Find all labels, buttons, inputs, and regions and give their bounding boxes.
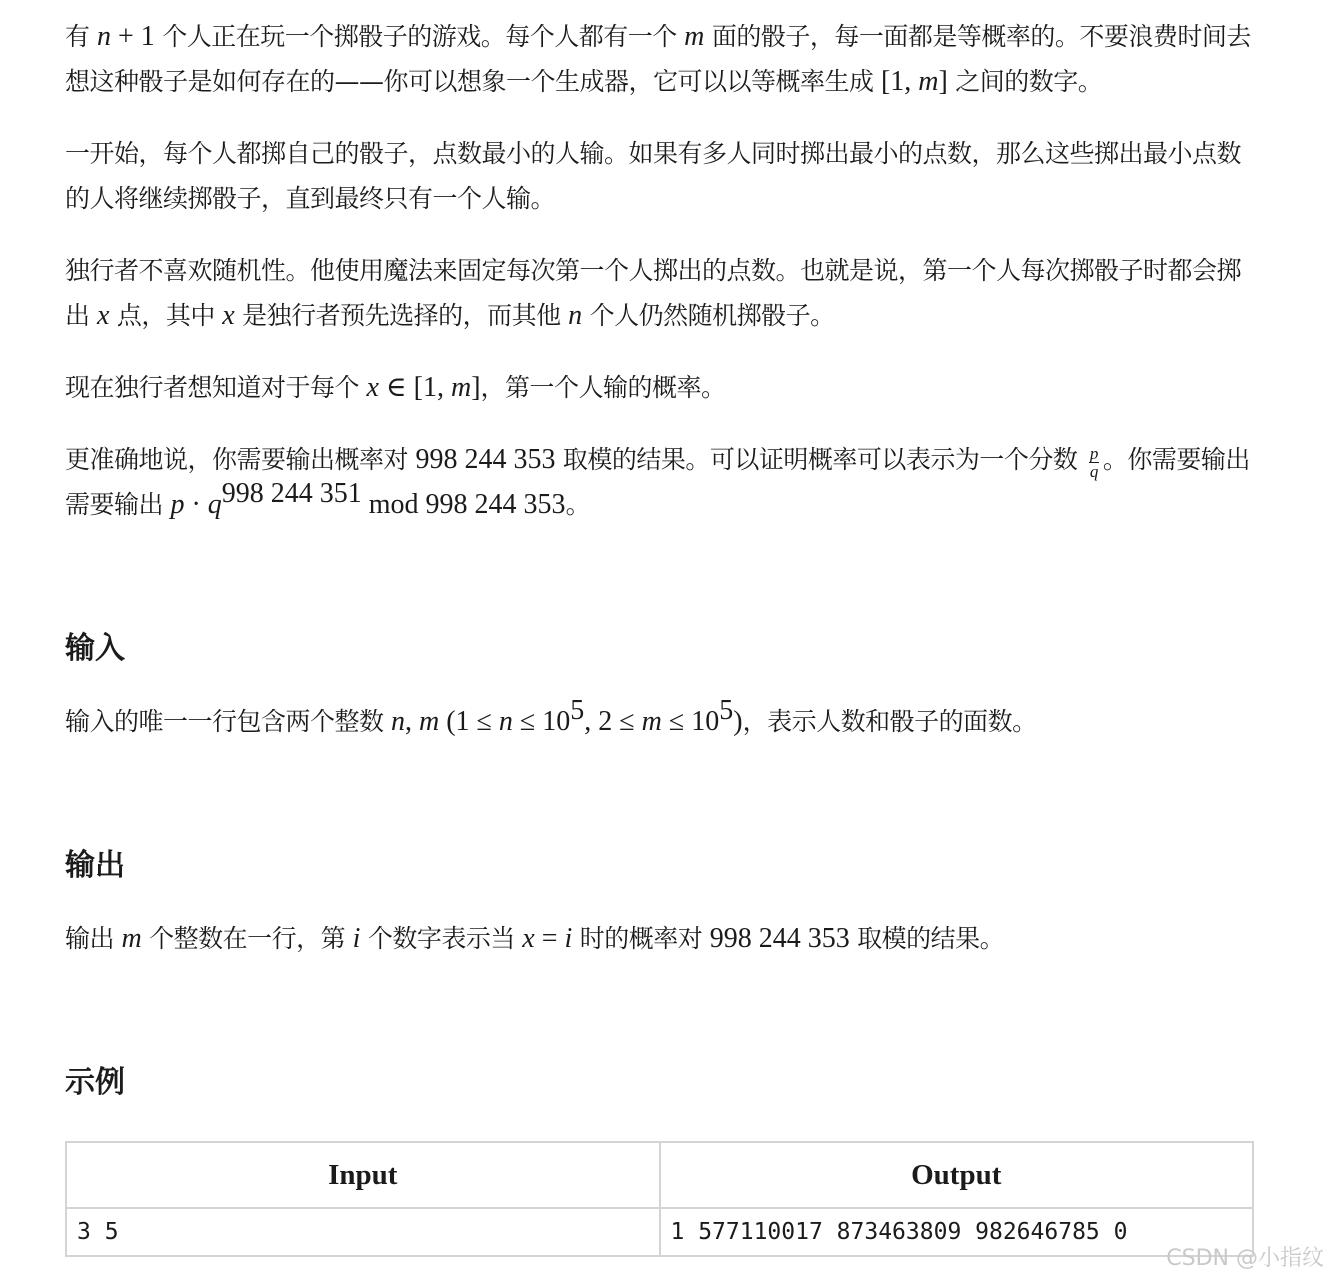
paragraph-question: 现在独行者想知道对于每个 x ∈ [1, m]，第一个人输的概率。: [65, 372, 726, 403]
problem-statement: [65, 14, 1255, 1103]
fraction-p-over-q: $\frac{p}{q}$: [1089, 444, 1098, 481]
example-input-cell: 3 5: [66, 1208, 660, 1256]
output-description: 输出 m 个整数在一行，第 i 个数字表示当 x = i 时的概率对 998 244 353 取模的结果。: [65, 923, 1005, 954]
output-heading: 输出: [65, 848, 125, 883]
column-header-output: Output: [660, 1142, 1254, 1208]
example-table: [65, 1141, 1254, 1257]
example-output-cell: 1 577110017 873463809 982646785 0: [660, 1208, 1254, 1256]
table-row: [66, 1208, 1253, 1256]
table-header-row: [66, 1142, 1253, 1208]
example-heading: 示例: [65, 1065, 125, 1100]
paragraph-intro: 有 n + 1 个人正在玩一个掷骰子的游戏。每个人都有一个 m 面的骰子，每一面都是等概率的。不要浪费时间去想这种骰子是如何存在的——你可以想象一个生成器，它可以以等概率生成 [1, m] 之间的数字。: [65, 21, 1251, 97]
input-heading: 输入: [65, 631, 125, 666]
column-header-input: Input: [66, 1142, 660, 1208]
input-description: 输入的唯一一行包含两个整数 n, m ($1 \le n \le 10^5$, $2 \le m \le 10^5$)，表示人数和骰子的面数。: [65, 695, 1037, 737]
paragraph-rules: 一开始，每个人都掷自己的骰子，点数最小的人输。如果有多人同时掷出最小的点数，那么这些掷出最小点数的人将继续掷骰子，直到最终只有一个人输。: [65, 139, 1242, 213]
modulo-formula-prefix: 需要输出: [65, 490, 171, 519]
watermark: CSDN @小指纹: [1166, 1246, 1324, 1271]
paragraph-magic: 独行者不喜欢随机性。他使用魔法来固定每次第一个人掷出的点数。也就是说，第一个人每次掷骰子时都会掷出 x 点，其中 x 是独行者预先选择的，而其他 n 个人仍然随机掷骰子。: [65, 256, 1242, 331]
paragraph-modulo: 更准确地说，你需要输出概率对 998 244 353 取模的结果。可以证明概率可以表示为一个分数 $\frac{p}{q}$ 。你需要输出 需要输出 $p \cdot q^{998 244 351}$ mod 998 244 353。: [65, 444, 1250, 520]
